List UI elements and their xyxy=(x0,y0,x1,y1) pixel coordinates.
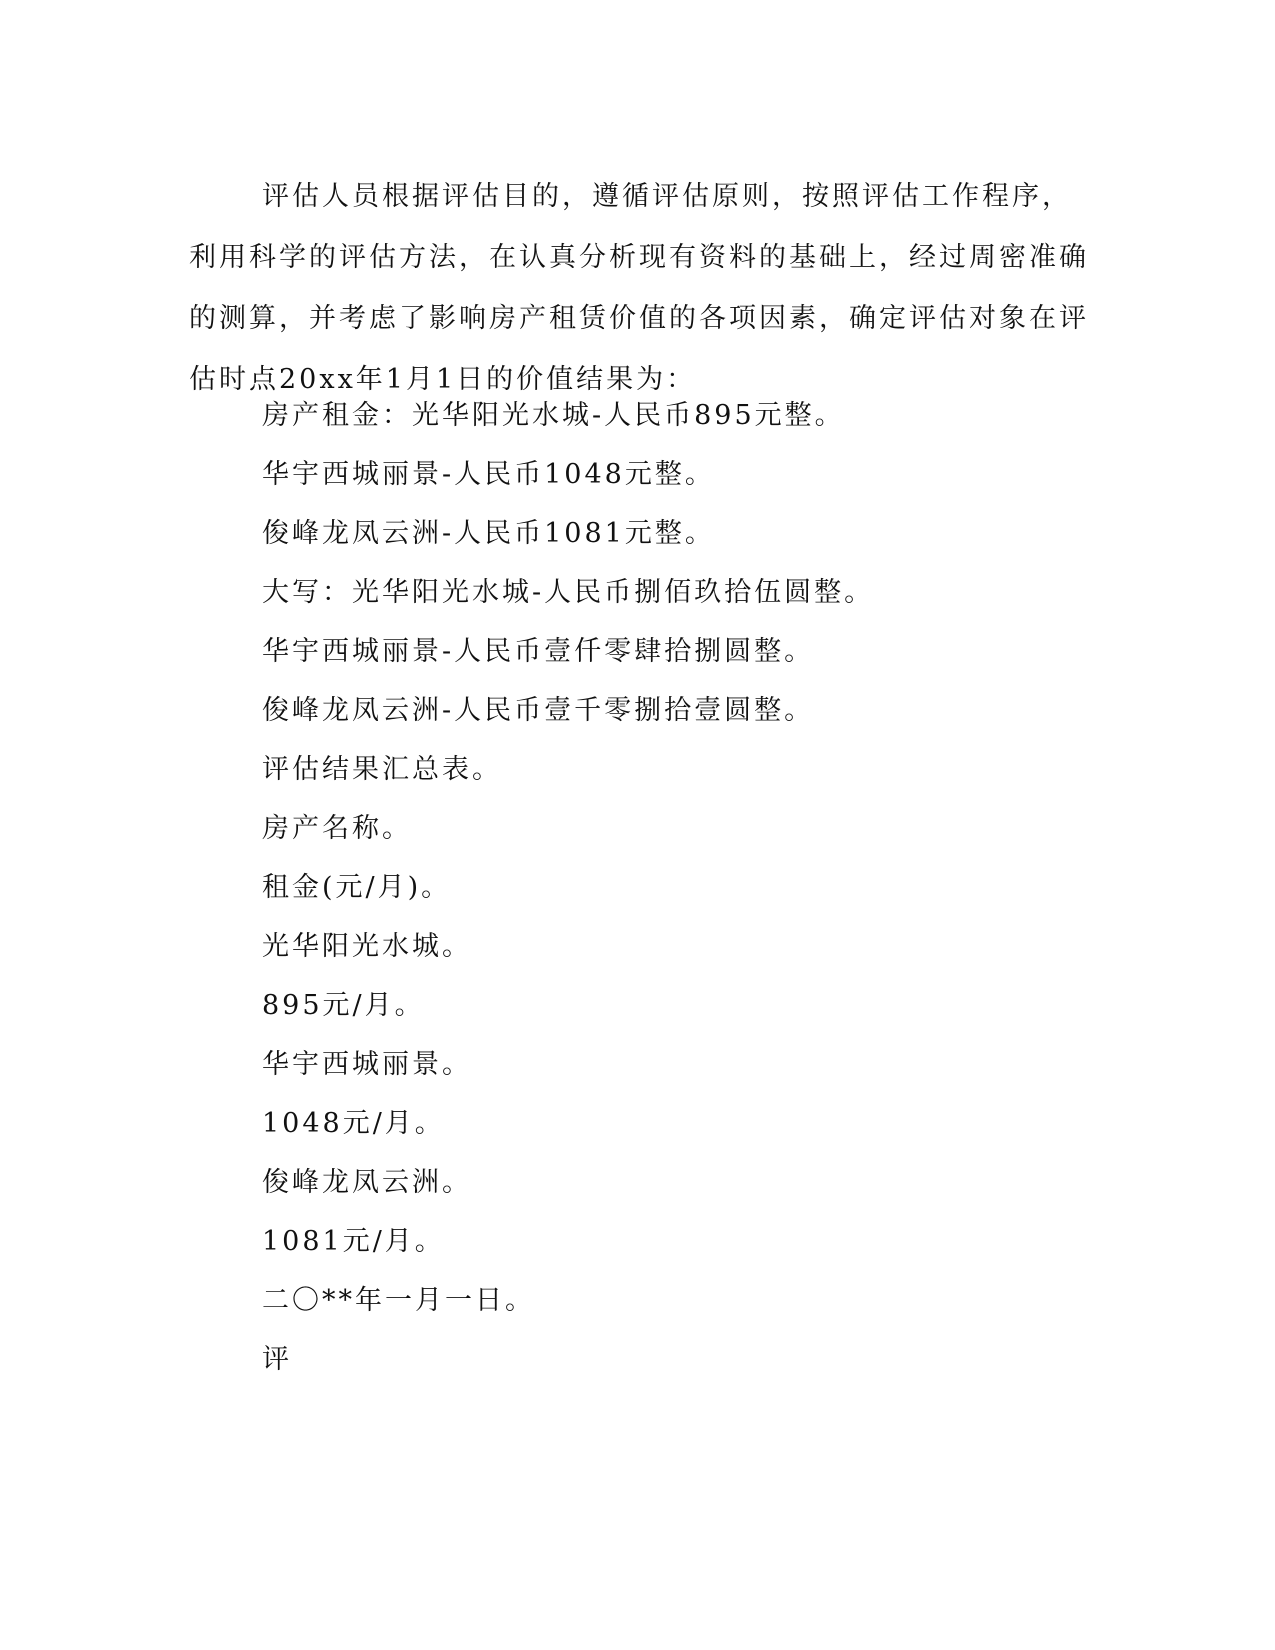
table-cell-rent-guanghua: 895元/月。 xyxy=(262,990,425,1021)
table-cell-property-huayu: 华宇西城丽景。 xyxy=(262,1049,472,1080)
document-date: 二〇**年一月一日。 xyxy=(262,1285,535,1316)
uppercase-line-huayu: 华宇西城丽景-人民币壹仟零肆拾捌圆整。 xyxy=(262,636,815,667)
rent-line-huayu: 华宇西城丽景-人民币1048元整。 xyxy=(262,459,715,490)
uppercase-line-junfeng: 俊峰龙凤云洲-人民币壹千零捌拾壹圆整。 xyxy=(262,695,815,726)
intro-paragraph-text: 评估人员根据评估目的，遵循评估原则，按照评估工作程序，利用科学的评估方法，在认真分析现有资料的基础上，经过周密准确的测算，并考虑了影响房产租赁价值的各项因素，确定评估对象在评估时点20xx年1月1日的价值结果为： xyxy=(189,181,1089,395)
rent-line-junfeng: 俊峰龙凤云洲-人民币1081元整。 xyxy=(262,518,715,549)
table-cell-rent-huayu: 1048元/月。 xyxy=(262,1108,445,1139)
table-header-rent: 租金(元/月)。 xyxy=(262,872,452,903)
table-cell-property-guanghua: 光华阳光水城。 xyxy=(262,931,472,962)
intro-paragraph xyxy=(189,166,1089,410)
rent-summary-line: 房产租金：光华阳光水城-人民币895元整。 xyxy=(262,400,845,431)
trailing-fragment: 评 xyxy=(262,1344,292,1375)
uppercase-summary-line: 大写：光华阳光水城-人民币捌佰玖拾伍圆整。 xyxy=(262,577,875,608)
table-cell-property-junfeng: 俊峰龙凤云洲。 xyxy=(262,1167,472,1198)
table-header-property-name: 房产名称。 xyxy=(262,813,412,844)
table-cell-rent-junfeng: 1081元/月。 xyxy=(262,1226,445,1257)
summary-table-title: 评估结果汇总表。 xyxy=(262,754,502,785)
